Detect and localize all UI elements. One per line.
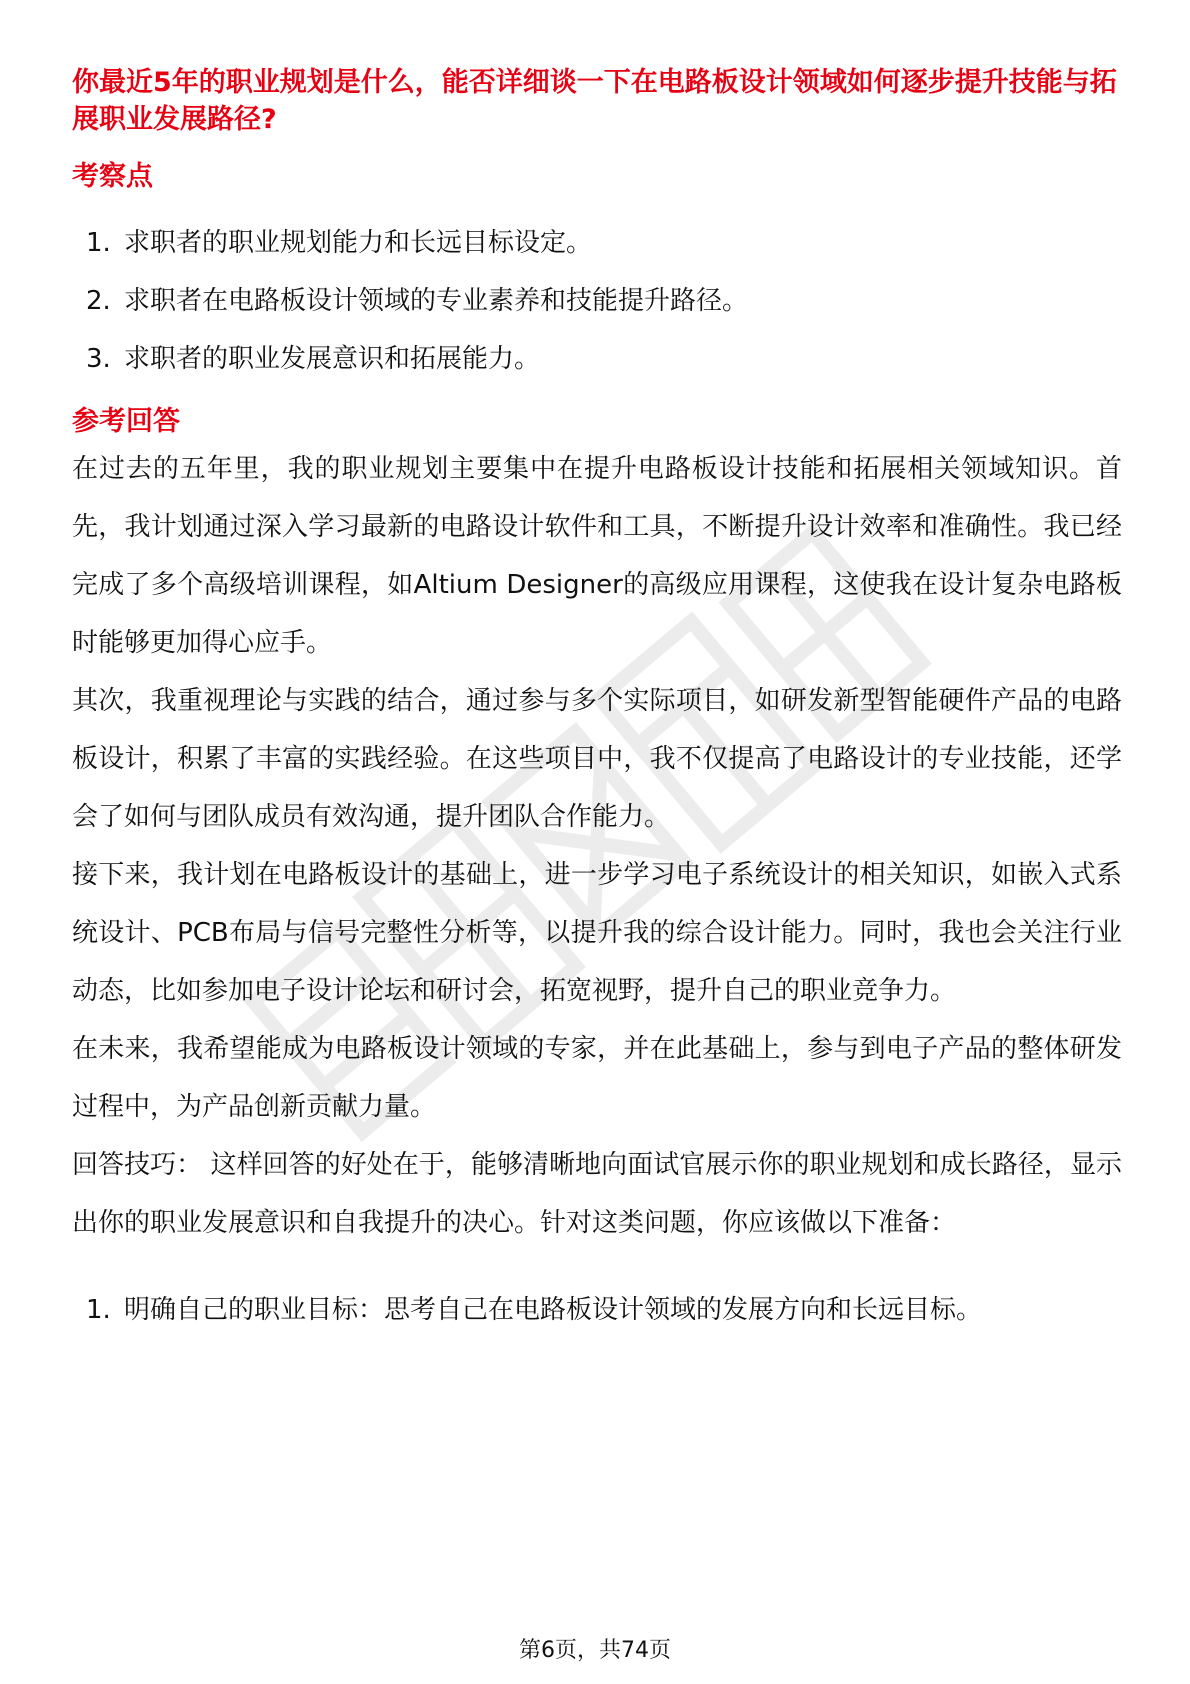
question-title: 你最近5年的职业规划是什么，能否详细谈一下在电路板设计领域如何逐步提升技能与拓展职业发展路径?	[72, 67, 1117, 135]
list-item	[72, 341, 1122, 377]
list-number: 2.	[86, 286, 111, 316]
page-number: 第6页，共74页	[519, 1638, 671, 1663]
tips-list	[72, 1292, 1122, 1328]
list-number: 3.	[86, 344, 111, 374]
document-content	[72, 64, 1122, 1328]
answer-paragraph: 接下来，我计划在电路板设计的基础上，进一步学习电子系统设计的相关知识，如嵌入式系统设计、PCB布局与信号完整性分析等，以提升我的综合设计能力。同时，我也会关注行业动态，比如参加电子设计论坛和研讨会，拓宽视野，提升自己的职业竞争力。	[72, 860, 1122, 1006]
answer-paragraph: 其次，我重视理论与实践的结合，通过参与多个实际项目，如研发新型智能硬件产品的电路板设计，积累了丰富的实践经验。在这些项目中，我不仅提高了电路设计的专业技能，还学会了如何与团队成员有效沟通，提升团队合作能力。	[72, 686, 1122, 832]
tips-paragraph: 回答技巧： 这样回答的好处在于，能够清晰地向面试官展示你的职业规划和成长路径，显示出你的职业发展意识和自我提升的决心。针对这类问题，你应该做以下准备：	[72, 1150, 1122, 1238]
list-text: 明确自己的职业目标：思考自己在电路板设计领域的发展方向和长远目标。	[124, 1295, 983, 1325]
list-number: 1.	[86, 228, 111, 258]
answer-paragraph: 在未来，我希望能成为电路板设计领域的专家，并在此基础上，参与到电子产品的整体研发过程中，为产品创新贡献力量。	[72, 1034, 1122, 1122]
list-text: 求职者的职业发展意识和拓展能力。	[124, 344, 541, 374]
list-item	[72, 225, 1122, 261]
list-text: 求职者在电路板设计领域的专业素养和技能提升路径。	[124, 286, 749, 316]
answer-paragraph: 在过去的五年里，我的职业规划主要集中在提升电路板设计技能和拓展相关领域知识。首先，我计划通过深入学习最新的电路设计软件和工具，不断提升设计效率和准确性。我已经完成了多个高级培训课程，如Altium Designer的高级应用课程，这使我在设计复杂电路板时能够更加得心应手。	[72, 454, 1122, 658]
list-item	[72, 283, 1122, 319]
list-text: 求职者的职业规划能力和长远目标设定。	[124, 228, 593, 258]
list-number: 1.	[86, 1295, 111, 1325]
section-heading-cankao: 参考回答	[72, 406, 180, 437]
list-item	[72, 1292, 1122, 1328]
points-list	[72, 225, 1122, 377]
section-heading-kaocha: 考察点	[72, 161, 153, 192]
